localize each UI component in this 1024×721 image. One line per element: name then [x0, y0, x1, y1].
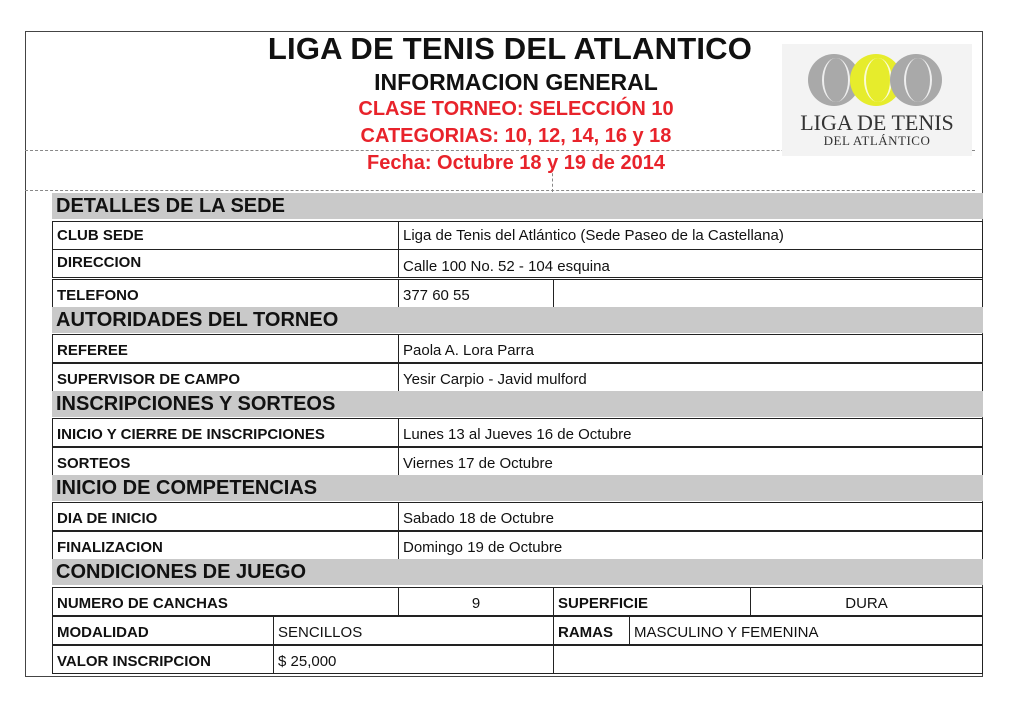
canchas-label: NUMERO DE CANCHAS: [52, 587, 399, 616]
tournament-class: CLASE TORNEO: SELECCIÓN 10: [358, 98, 674, 120]
direccion-value: Calle 100 No. 52 - 104 esquina: [398, 249, 983, 278]
sorteos-value: Viernes 17 de Octubre: [398, 447, 983, 476]
valor-label: VALOR INSCRIPCION: [52, 645, 274, 674]
league-logo: [782, 44, 972, 156]
tournament-categories: CATEGORIAS: 10, 12, 14, 16 y 18: [360, 125, 672, 147]
modalidad-value: SENCILLOS: [273, 616, 554, 645]
superficie-label: SUPERFICIE: [553, 587, 751, 616]
section-heading-autoridades: AUTORIDADES DEL TORNEO: [52, 307, 983, 333]
finalizacion-label: FINALIZACION: [52, 531, 399, 560]
dia-inicio-value: Sabado 18 de Octubre: [398, 502, 983, 531]
supervisor-label: SUPERVISOR DE CAMPO: [52, 363, 399, 392]
inscripciones-value: Lunes 13 al Jueves 16 de Octubre: [398, 418, 983, 447]
document-title: LIGA DE TENIS DEL ATLANTICO: [267, 31, 753, 66]
finalizacion-value: Domingo 19 de Octubre: [398, 531, 983, 560]
canchas-value: 9: [398, 587, 554, 616]
telefono-label: TELEFONO: [52, 279, 399, 308]
sorteos-label: SORTEOS: [52, 447, 399, 476]
supervisor-value: Yesir Carpio - Javid mulford: [398, 363, 983, 392]
tournament-date: Fecha: Octubre 18 y 19 de 2014: [367, 152, 665, 174]
direccion-label: DIRECCION: [52, 249, 399, 278]
empty-cell: [553, 279, 983, 308]
document-subtitle: INFORMACION GENERAL: [374, 69, 658, 95]
section-heading-inscripciones: INSCRIPCIONES Y SORTEOS: [52, 391, 983, 417]
logo-text: LIGA DE TENIS: [800, 110, 954, 135]
ramas-label: RAMAS: [553, 616, 630, 645]
dia-inicio-label: DIA DE INICIO: [52, 502, 399, 531]
section-heading-sede: DETALLES DE LA SEDE: [52, 193, 983, 219]
inscripciones-label: INICIO Y CIERRE DE INSCRIPCIONES: [52, 418, 399, 447]
tennis-ball-icon: [890, 54, 942, 106]
referee-value: Paola A. Lora Parra: [398, 334, 983, 363]
ramas-value: MASCULINO Y FEMENINA: [629, 616, 983, 645]
club-sede-label: CLUB SEDE: [52, 221, 399, 250]
referee-label: REFEREE: [52, 334, 399, 363]
section-heading-condiciones: CONDICIONES DE JUEGO: [52, 559, 983, 585]
dashed-divider: [25, 190, 975, 191]
logo-subtext: DEL ATLÁNTICO: [823, 133, 931, 148]
modalidad-label: MODALIDAD: [52, 616, 274, 645]
telefono-value: 377 60 55: [398, 279, 554, 308]
empty-cell: [553, 645, 983, 674]
valor-value: $ 25,000: [273, 645, 554, 674]
superficie-value: DURA: [750, 587, 983, 616]
club-sede-value: Liga de Tenis del Atlántico (Sede Paseo de la Castellana): [398, 221, 983, 250]
section-heading-competencias: INICIO DE COMPETENCIAS: [52, 475, 983, 501]
